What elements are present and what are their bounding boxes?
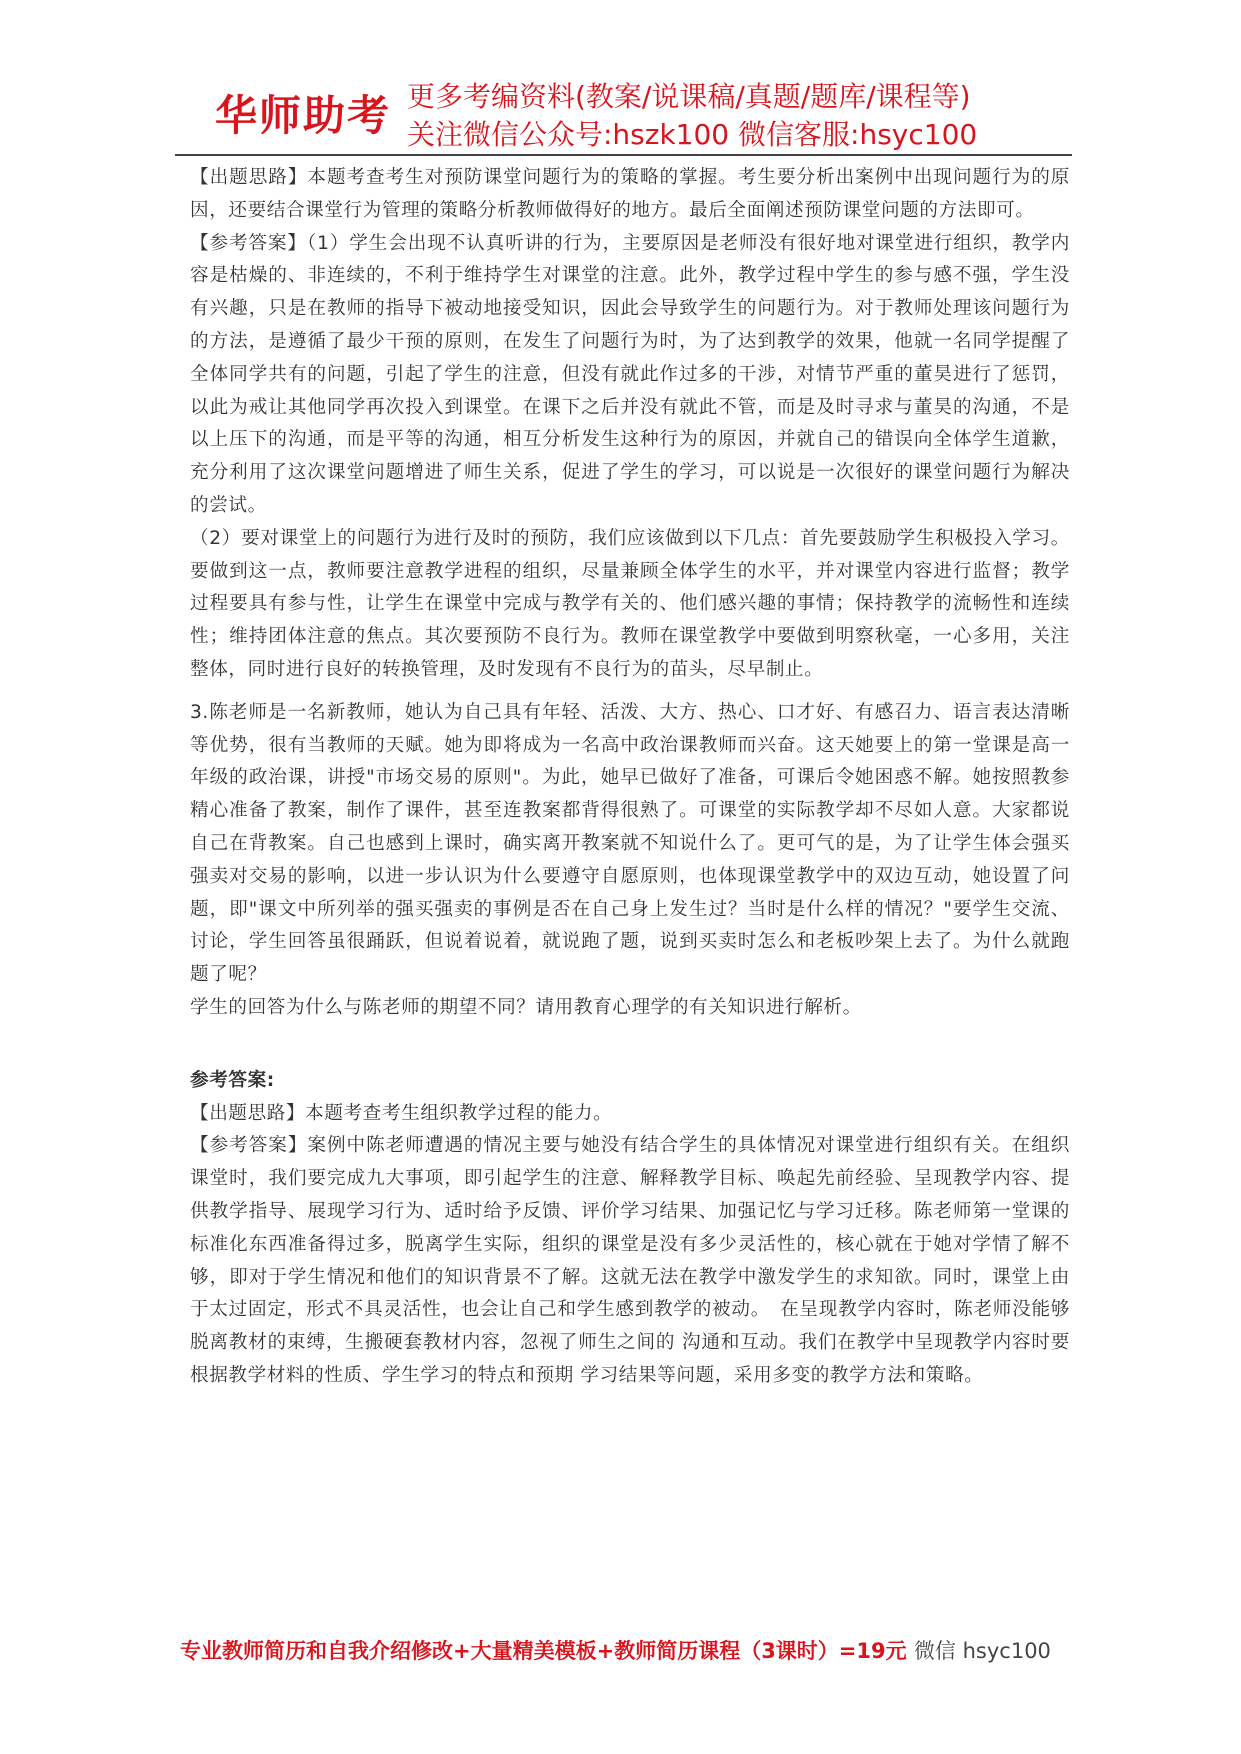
promo-text: 专业教师简历和自我介绍修改+大量精美模板+教师简历课程（3课时）=19元: [180, 1639, 907, 1663]
prevention-paragraph: （2）要对课堂上的问题行为进行及时的预防，我们应该做到以下几点：首先要鼓励学生积极投入学习。要做到这一点，教师要注意教学进程的组织，尽量兼顾全体学生的水平，并对课堂内容进行监督；教学过程要具有参与性，让学生在课堂中完成与教学有关的、他们感兴趣的事情；保持教学的流畅性和连续性；维持团体注意的焦点。其次要预防不良行为。教师在课堂教学中要做到明察秋毫，一心多用，关注整体，同时进行良好的转换管理，及时发现有不良行为的苗头，尽早制止。: [190, 527, 1070, 680]
wechat-contact: 微信 hsyc100: [913, 1639, 1051, 1663]
document-body: [190, 162, 1070, 1393]
reference-answer-heading: 参考答案:: [190, 1069, 275, 1091]
question-analysis-paragraph: 【出题思路】本题考查考生对预防课堂问题行为的策略的掌握。考生要分析出案例中出现问题行为的原因，还要结合课堂行为管理的策略分析教师做得好的地方。最后全面阐述预防课堂问题的方法即可。: [190, 167, 1070, 221]
promo-footer: [180, 1636, 1080, 1666]
case-question-paragraph: 3.陈老师是一名新教师，她认为自己具有年轻、活泼、大方、热心、口才好、有感召力、语言表达清晰等优势，很有当教师的天赋。她为即将成为一名高中政治课教师而兴奋。这天她要上的第一堂课是高一年级的政治课，讲授"市场交易的原则"。为此，她早已做好了准备，可课后令她困惑不解。她按照教参精心准备了教案，制作了课件，甚至连教案都背得很熟了。可课堂的实际教学却不尽如人意。大家都说自己在背教案。自己也感到上课时，确实离开教案就不知说什么了。更可气的是，为了让学生体会强买强卖对交易的影响，以进一步认识为什么要遵守自愿原则，也体现课堂教学中的双边互动，她设置了问题，即"课文中所列举的强买强卖的事例是否在自己身上发生过？当时是什么样的情况？"要学生交流、讨论，学生回答虽很踊跃，但说着说着，就说跑了题，说到买卖时怎么和老板吵架上去了。为什么就跑题了呢？: [190, 701, 1070, 986]
question-analysis-paragraph-2: 【出题思路】本题考查考生组织教学过程的能力。: [190, 1102, 613, 1124]
page-header: [175, 78, 1075, 158]
tagline-line-2: 关注微信公众号:hszk100 微信客服:hsyc100: [407, 118, 978, 151]
tagline-line-1: 更多考编资料(教案/说课稿/真题/题库/课程等): [407, 80, 971, 113]
reference-answer-paragraph-2: 【参考答案】案例中陈老师遭遇的情况主要与她没有结合学生的具体情况对课堂进行组织有关。在组织课堂时，我们要完成九大事项，即引起学生的注意、解释教学目标、唤起先前经验、呈现教学内容、提供教学指导、展现学习行为、适时给予反馈、评价学习结果、加强记忆与学习迁移。陈老师第一堂课的标准化东西准备得过多，脱离学生实际，组织的课堂是没有多少灵活性的，核心就在于她对学情了解不够，即对于学生情况和他们的知识背景不了解。这就无法在教学中激发学生的求知欲。同时，课堂上由于太过固定，形式不具灵活性，也会让自己和学生感到教学的被动。 在呈现教学内容时，陈老师没能够脱离教材的束缚，生搬硬套教材内容，忽视了师生之间的 沟通和互动。我们在教学中呈现教学内容时要根据教学材料的性质、学生学习的特点和预期 学习结果等问题，采用多变的教学方法和策略。: [190, 1135, 1070, 1386]
header-divider: [175, 154, 1072, 156]
brand-logo: 华师助考: [215, 91, 392, 140]
question-prompt: 学生的回答为什么与陈老师的期望不同？请用教育心理学的有关知识进行解析。: [190, 996, 862, 1018]
header-tagline: [407, 78, 977, 154]
reference-answer-paragraph: 【参考答案】（1）学生会出现不认真听讲的行为，主要原因是老师没有很好地对课堂进行组织，教学内容是枯燥的、非连续的，不利于维持学生对课堂的注意。此外，教学过程中学生的参与感不强，学生没有兴趣，只是在教师的指导下被动地接受知识，因此会导致学生的问题行为。对于教师处理该问题行为的方法，是遵循了最少干预的原则，在发生了问题行为时，为了达到教学的效果，他就一名同学提醒了全体同学共有的问题，引起了学生的注意，但没有就此作过多的干涉，对情节严重的董昊进行了惩罚，以此为戒让其他同学再次投入到课堂。在课下之后并没有就此不管，而是及时寻求与董昊的沟通，不是以上压下的沟通，而是平等的沟通，相互分析发生这种行为的原因，并就自己的错误向全体学生道歉，充分利用了这次课堂问题增进了师生关系，促进了学生的学习，可以说是一次很好的课堂问题行为解决的尝试。: [190, 232, 1070, 516]
